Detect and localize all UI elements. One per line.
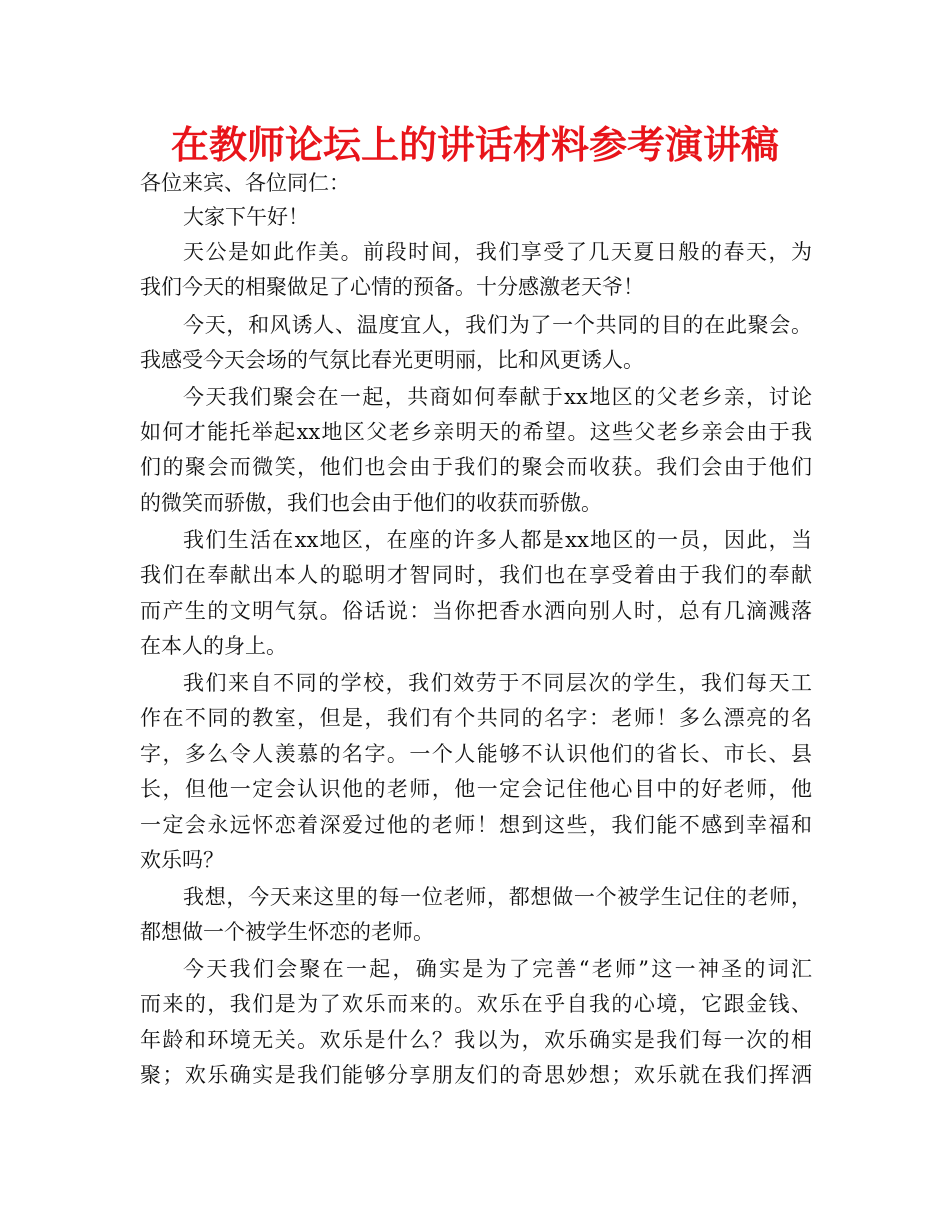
paragraph-line: 如何才能托举起xx地区父老乡亲明天的希望。这些父老乡亲会由于我 xyxy=(140,420,812,444)
paragraph-line: 今天我们会聚在一起，确实是为了完善“老师”这一神圣的词汇 xyxy=(183,957,812,981)
salutation-line: 各位来宾、各位同仁： xyxy=(140,171,350,195)
paragraph-line: 欢乐吗？ xyxy=(140,848,224,872)
document-title: 在教师论坛上的讲话材料参考演讲稿 xyxy=(170,123,779,167)
paragraph-line: 聚；欢乐确实是我们能够分享朋友们的奇思妙想；欢乐就在我们挥洒 xyxy=(140,1063,812,1087)
paragraph-line: 天公是如此作美。前段时间，我们享受了几天夏日般的春天，为 xyxy=(183,240,812,264)
paragraph-line: 我们今天的相聚做足了心情的预备。十分感激老天爷！ xyxy=(140,275,644,299)
paragraph-line: 作在不同的教室，但是，我们有个共同的名字：老师！多么漂亮的名 xyxy=(140,706,812,730)
paragraph-line: 字，多么令人羡慕的名字。一个人能够不认识他们的省长、市长、县 xyxy=(140,742,812,766)
paragraph-line: 今天，和风诱人、温度宜人，我们为了一个共同的目的在此聚会。 xyxy=(183,313,812,337)
paragraph-line: 而来的，我们是为了欢乐而来的。欢乐在乎自我的心境，它跟金钱、 xyxy=(140,992,812,1016)
paragraph-line: 在本人的身上。 xyxy=(140,634,287,658)
paragraph-line: 们的聚会而微笑，他们也会由于我们的聚会而收获。我们会由于他们 xyxy=(140,455,812,479)
paragraph-line: 而产生的文明气氛。俗话说：当你把香水洒向别人时，总有几滴溅落 xyxy=(140,599,812,623)
paragraph-line: 我感受今天会场的气氛比春光更明丽，比和风更诱人。 xyxy=(140,348,644,372)
greeting-line: 大家下午好！ xyxy=(183,205,309,229)
paragraph-line: 我们来自不同的学校，我们效劳于不同层次的学生，我们每天工 xyxy=(183,671,812,695)
paragraph-line: 我想，今天来这里的每一位老师，都想做一个被学生记住的老师， xyxy=(183,885,812,909)
paragraph-line: 今天我们聚会在一起，共商如何奉献于xx地区的父老乡亲，讨论 xyxy=(183,385,812,409)
paragraph-line: 都想做一个被学生怀恋的老师。 xyxy=(140,920,434,944)
paragraph-line: 一定会永远怀恋着深爱过他的老师！想到这些，我们能不感到幸福和 xyxy=(140,813,812,837)
paragraph-line: 年龄和环境无关。欢乐是什么？我以为，欢乐确实是我们每一次的相 xyxy=(140,1028,812,1052)
paragraph-line: 的微笑而骄傲，我们也会由于他们的收获而骄傲。 xyxy=(140,491,602,515)
paragraph-line: 我们在奉献出本人的聪明才智同时，我们也在享受着由于我们的奉献 xyxy=(140,563,812,587)
paragraph-line: 长，但他一定会认识他的老师，他一定会记住他心目中的好老师，他 xyxy=(140,777,812,801)
paragraph-line: 我们生活在xx地区，在座的许多人都是xx地区的一员，因此，当 xyxy=(183,528,812,552)
